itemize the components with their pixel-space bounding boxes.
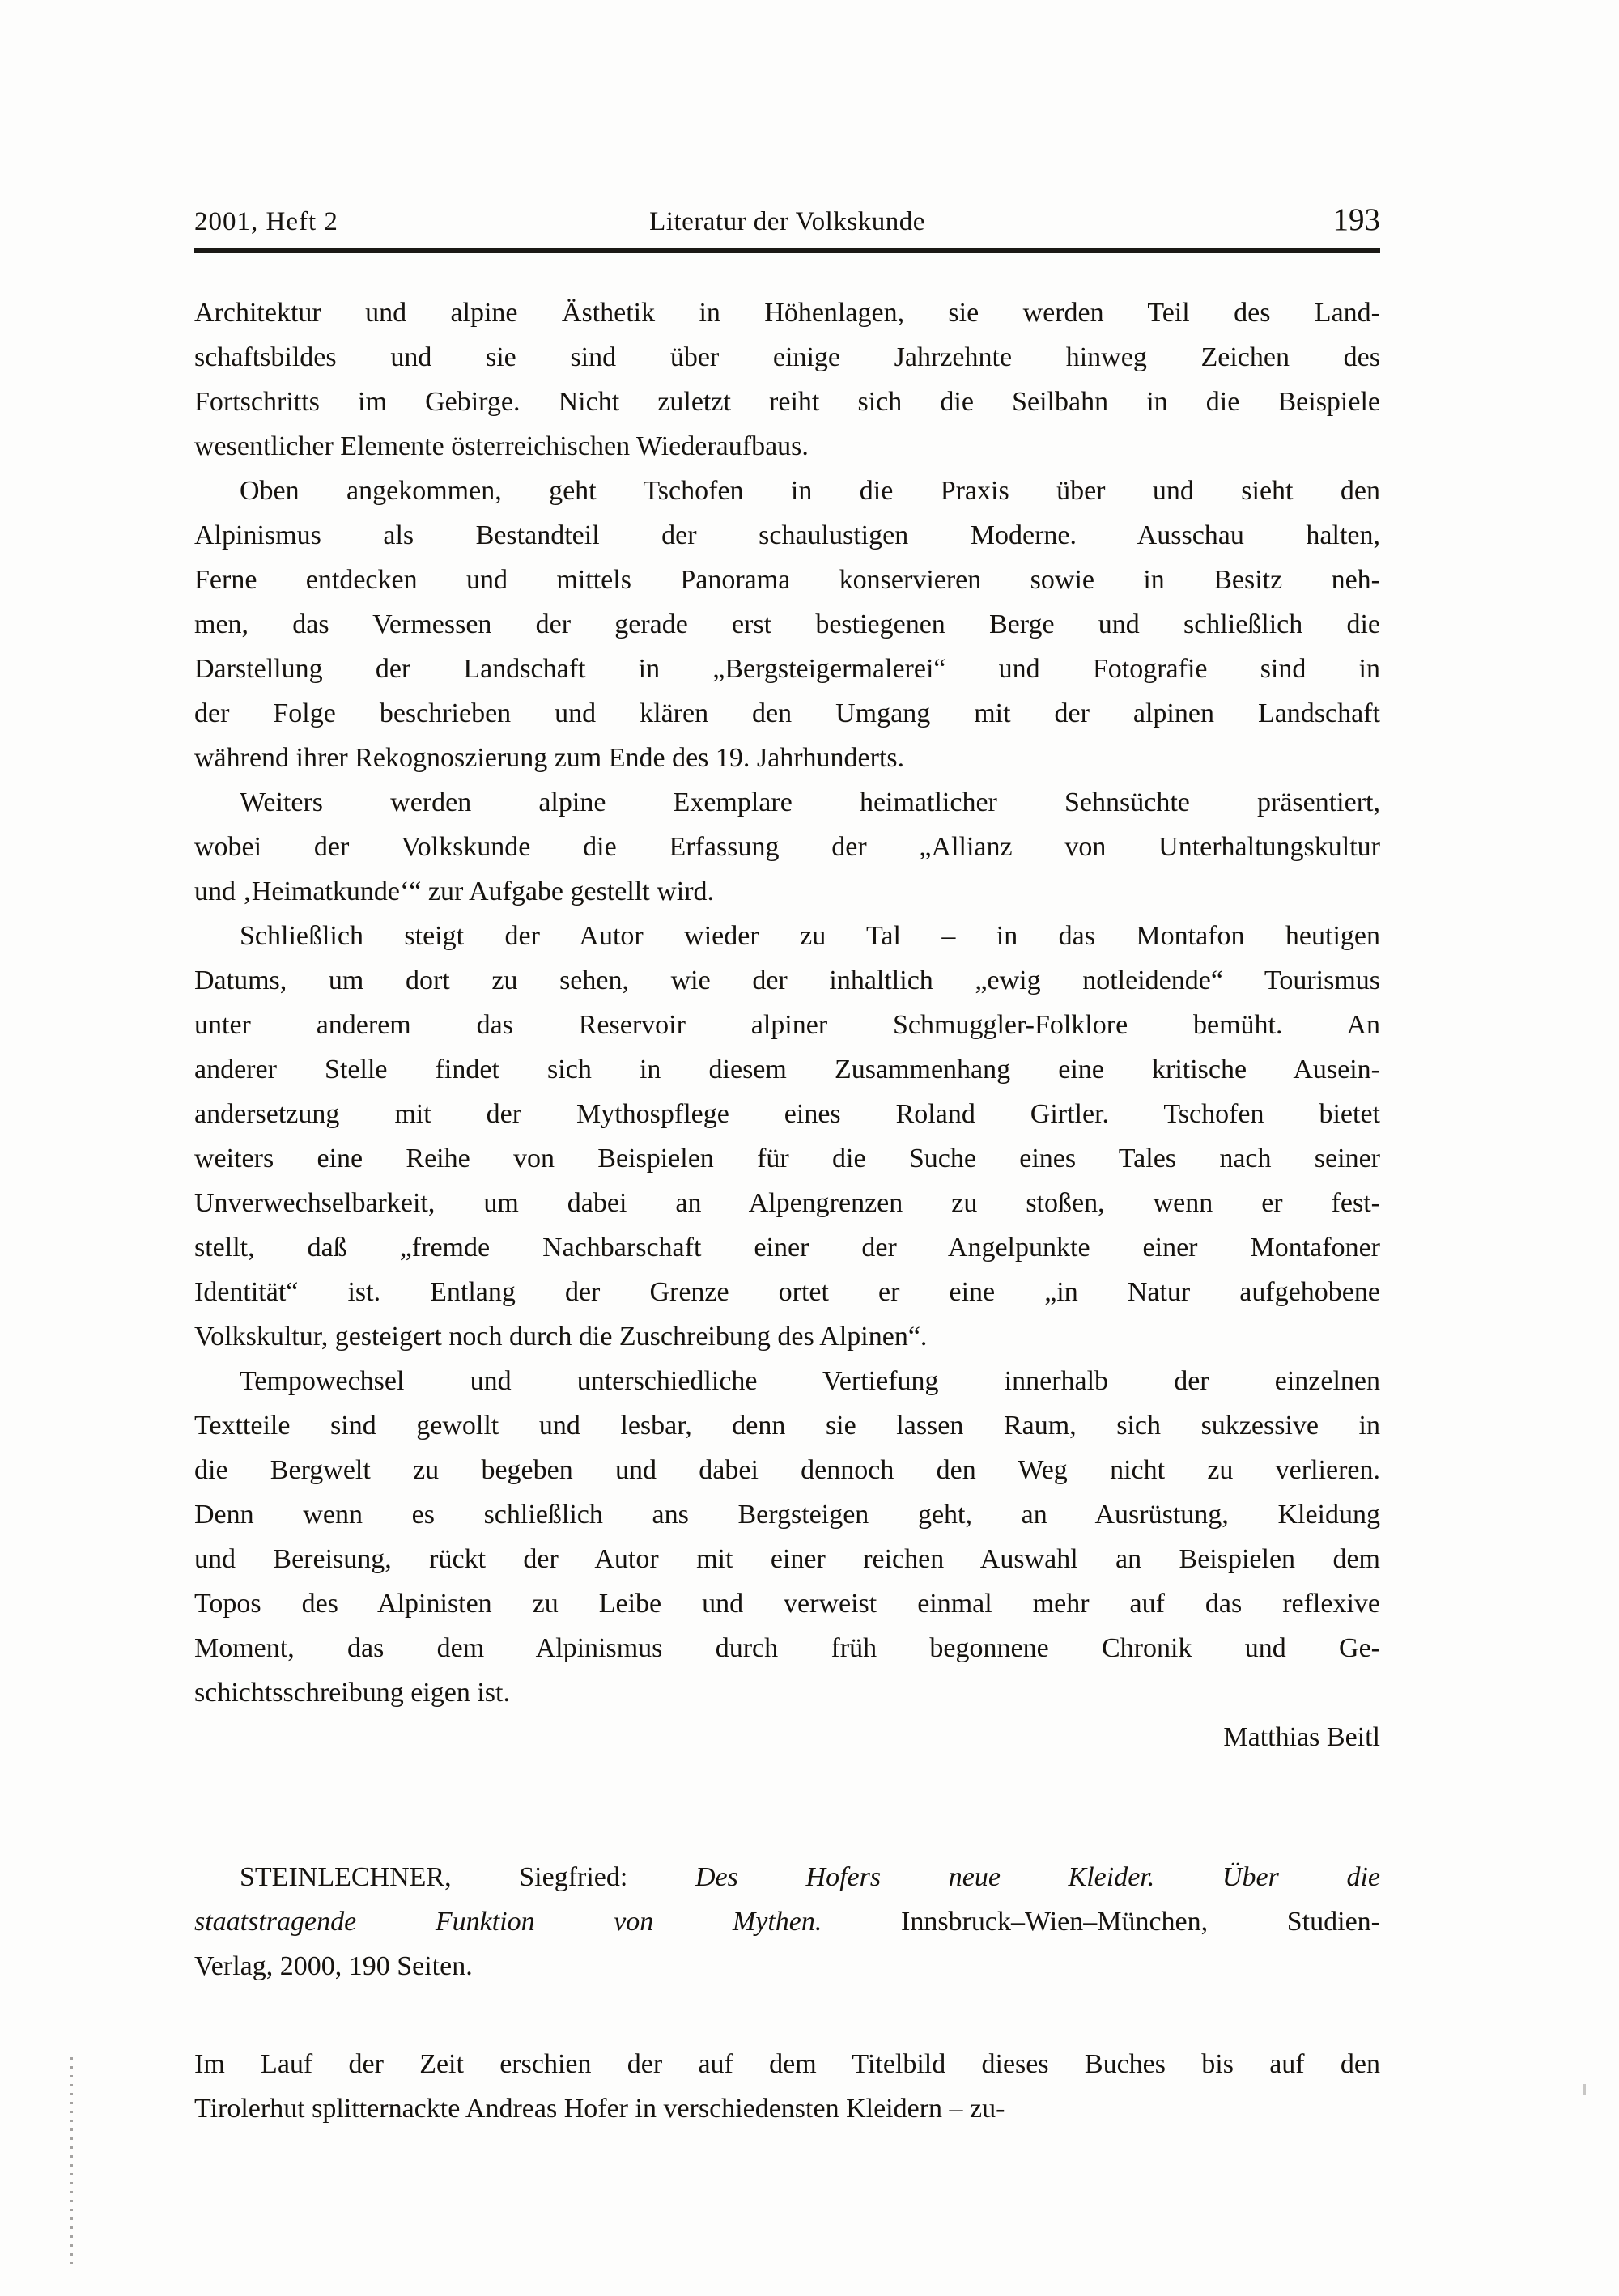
page-header <box>194 204 1380 238</box>
paragraph <box>194 469 1380 780</box>
text-line: Darstellung der Landschaft in „Bergsteigermalerei“ und Fotografie sind in <box>194 654 1380 684</box>
text-line: andersetzung mit der Mythospflege eines Roland Girtler. Tschofen bietet <box>194 1099 1380 1129</box>
paragraph <box>194 1855 1380 1988</box>
text-line: Datums, um dort zu sehen, wie der inhaltlich „ewig notleidende“ Tourismus <box>194 966 1380 995</box>
text-line: Denn wenn es schließlich ans Bergsteigen geht, an Ausrüstung, Kleidung <box>194 1500 1380 1530</box>
text-line: Tempowechsel und unterschiedliche Vertiefung innerhalb der einzelnen <box>240 1366 1380 1396</box>
text-line: Ferne entdecken und mittels Panorama konservieren sowie in Besitz neh- <box>194 565 1380 595</box>
text-line: Oben angekommen, geht Tschofen in die Praxis über und sieht den <box>240 476 1380 506</box>
header-issue-label: 2001, Heft 2 <box>194 207 338 236</box>
scan-artifact-speck <box>1583 2084 1586 2095</box>
book-citation <box>194 1855 1380 1988</box>
text-line: weiters eine Reihe von Beispielen für die Suche eines Tales nach seiner <box>194 1144 1380 1173</box>
paragraph <box>194 2042 1380 2131</box>
text-line: unter anderem das Reservoir alpiner Schmuggler-Folklore bemüht. An <box>194 1010 1380 1040</box>
text-line: Identität“ ist. Entlang der Grenze ortet er eine „in Natur aufgehobene <box>194 1277 1380 1307</box>
text-line: wobei der Volkskunde die Erfassung der „Allianz von Unterhaltungskultur <box>194 832 1380 862</box>
text-line: schaftsbildes und sie sind über einige Jahrzehnte hinweg Zeichen des <box>194 342 1380 372</box>
text-line <box>194 1944 1380 1988</box>
text-line: und Bereisung, rückt der Autor mit einer reichen Auswahl an Beispielen dem <box>194 1544 1380 1574</box>
text-line <box>194 1899 1380 1944</box>
paragraph <box>194 780 1380 914</box>
text-line: men, das Vermessen der gerade erst bestiegenen Berge und schließlich die <box>194 609 1380 639</box>
paragraph <box>194 914 1380 1359</box>
scan-artifact-dotted-line <box>70 2057 73 2264</box>
text-segment: Innsbruck–Wien–München, Studien- <box>822 1907 1380 1937</box>
text-line: Fortschritts im Gebirge. Nicht zuletzt reiht sich die Seilbahn in die Beispiele <box>194 387 1380 417</box>
review-body-text <box>194 291 1380 1715</box>
text-line: während ihrer Rekognoszierung zum Ende des 19. Jahrhunderts. <box>194 743 905 773</box>
text-line: schichtsschreibung eigen ist. <box>194 1678 510 1708</box>
text-line: Moment, das dem Alpinismus durch früh begonnene Chronik und Ge- <box>194 1633 1380 1663</box>
text-line: Volkskultur, gesteigert noch durch die Zuschreibung des Alpinen“. <box>194 1322 928 1352</box>
second-review-body-text <box>194 2042 1380 2131</box>
text-line: Alpinismus als Bestandteil der schaulustigen Moderne. Ausschau halten, <box>194 520 1380 550</box>
text-line: anderer Stelle findet sich in diesem Zusammenhang eine kritische Ausein- <box>194 1055 1380 1084</box>
text-line: der Folge beschrieben und klären den Umgang mit der alpinen Landschaft <box>194 698 1380 728</box>
text-line: Architektur und alpine Ästhetik in Höhenlagen, sie werden Teil des Land- <box>194 298 1380 328</box>
text-line: die Bergwelt zu begeben und dabei dennoch den Weg nicht zu verlieren. <box>194 1455 1380 1485</box>
italic-text-segment: staatstragende Funktion von Mythen. <box>194 1907 822 1937</box>
page-content <box>194 204 1380 2131</box>
text-line: Unverwechselbarkeit, um dabei an Alpengrenzen zu stoßen, wenn er fest- <box>194 1188 1380 1218</box>
text-line: Topos des Alpinisten zu Leibe und verweist einmal mehr auf das reflexive <box>194 1589 1380 1619</box>
paragraph <box>194 1359 1380 1715</box>
header-section-title: Literatur der Volkskunde <box>649 207 925 236</box>
header-rule <box>194 248 1380 253</box>
paragraph <box>194 291 1380 469</box>
italic-text-segment: Des Hofers neue Kleider. Über die <box>695 1862 1380 1892</box>
text-segment: STEINLECHNER, Siegfried: <box>240 1862 695 1892</box>
text-line: stellt, daß „fremde Nachbarschaft einer der Angelpunkte einer Montafoner <box>194 1233 1380 1263</box>
text-line: Tirolerhut splitternackte Andreas Hofer in verschiedensten Kleidern – zu- <box>194 2094 1005 2124</box>
header-page-number: 193 <box>1332 202 1380 237</box>
text-line: Im Lauf der Zeit erschien der auf dem Titelbild dieses Buches bis auf den <box>194 2049 1380 2079</box>
text-line: Weiters werden alpine Exemplare heimatlicher Sehnsüchte präsentiert, <box>240 787 1380 817</box>
text-segment: Verlag, 2000, 190 Seiten. <box>194 1951 473 1981</box>
text-line: wesentlicher Elemente österreichischen Wiederaufbaus. <box>194 431 809 461</box>
text-line: Schließlich steigt der Autor wieder zu Tal – in das Montafon heutigen <box>240 921 1380 951</box>
text-line: Textteile sind gewollt und lesbar, denn sie lassen Raum, sich sukzessive in <box>194 1411 1380 1441</box>
text-line: und ‚Heimatkunde‘“ zur Aufgabe gestellt wird. <box>194 876 715 906</box>
text-line <box>194 1855 1380 1899</box>
signature-author: Matthias Beitl <box>1223 1722 1380 1752</box>
